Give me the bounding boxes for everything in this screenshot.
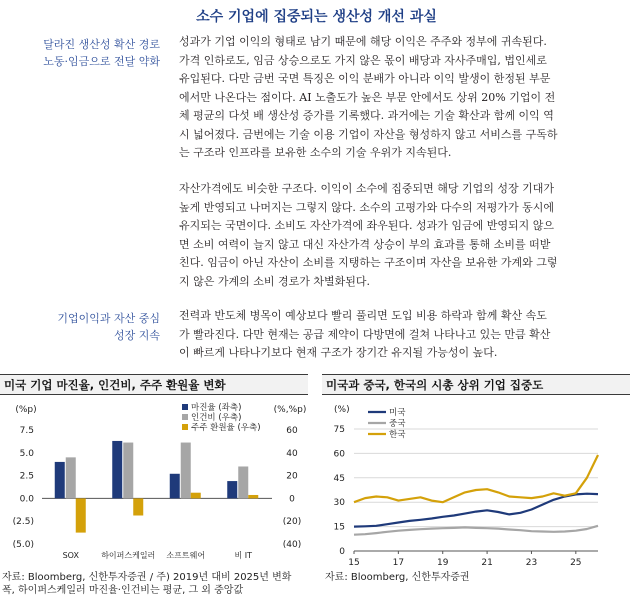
y-tick-label-left: (2.5) [12, 517, 34, 528]
text-line: 유지되는 국면이다. 소비도 자산가격에 좌우된다. 성과가 임금에 반영되지 않으 [179, 219, 554, 232]
y-tick-label-right: (20) [282, 517, 302, 528]
y-tick-label-left: 7.5 [19, 426, 34, 436]
legend-label: 마진율 (좌축) [191, 403, 242, 413]
x-tick-label: 소프트웨어 [166, 551, 206, 560]
x-tick-label: 하이퍼스케일러 [101, 551, 156, 560]
y-tick-label: 60 [333, 449, 345, 460]
source-line: 자료: Bloomberg, 신한투자증권 / 주) 2019년 대비 2025년 변화 [2, 572, 292, 583]
text-line: 이 빠르게 나타나기보다 현재 구조가 장기간 유지될 가능성이 높다. [179, 346, 498, 359]
text-line: 체 평균의 다섯 배 생산성 증가를 기록했다. 과거에는 기술 확산과 함께 이익 역 [179, 109, 554, 122]
y-axis-left-label: (%p) [15, 405, 37, 415]
y-tick-label-right: 20 [286, 471, 298, 482]
y-tick-label-left: 5.0 [19, 448, 34, 459]
legend-label: 주주 환원율 (우축) [191, 423, 261, 433]
x-tick-label: 19 [437, 558, 449, 568]
source-line: 폭, 하이퍼스케일러 마진율·인건비는 평균, 그 외 중앙값 [2, 585, 244, 596]
series-line [354, 455, 598, 502]
legend-swatch [182, 414, 188, 420]
section-2-side-heading [4, 310, 160, 344]
y-tick-label-right: 40 [286, 448, 298, 459]
text-line: 는 구조라 인프라를 보유한 소수의 기술 우위가 지속된다. [179, 146, 452, 159]
text-line: 친다. 임금이 아닌 자산이 소비를 지탱하는 구조이며 자산을 보유한 가계와 그렇 [179, 256, 558, 269]
chart-2-source [325, 571, 625, 584]
side-heading-line: 기업이익과 자산 중심 [57, 312, 160, 325]
x-tick-label: 23 [525, 558, 538, 568]
x-tick-label: 25 [570, 558, 582, 568]
text-line: 성과가 기업 이익의 형태로 남기 때문에 해당 이익은 주주와 정부에 귀속된다. [179, 35, 547, 48]
text-line: 유입된다. 다만 금번 국면 특징은 이익 분배가 아니라 이익 발생이 한정된 부문 [179, 72, 551, 85]
legend-swatch [182, 404, 188, 410]
side-heading-line: 성장 지속 [113, 329, 160, 342]
y-tick-label: 0 [339, 547, 345, 557]
x-tick-label: 17 [392, 558, 405, 568]
x-tick-label: 비 IT [234, 551, 253, 560]
legend-label: 중국 [389, 419, 406, 429]
bar [112, 441, 122, 498]
x-tick-label: 21 [481, 558, 493, 568]
legend-label: 인건비 (우축) [191, 413, 242, 423]
bar [66, 457, 76, 498]
text-line: 높게 반영되고 나머지는 그렇지 않다. 소수의 고평가와 다수의 저평가가 동시에 [179, 200, 554, 214]
legend-swatch [182, 424, 188, 430]
bar [76, 498, 86, 532]
text-line: 에서만 나온다는 점이다. AI 노출도가 높은 부문 안에서도 상위 20% 기업이 전 [179, 90, 556, 104]
text-line: 전력과 반도체 병목이 예상보다 빨리 풀리면 도입 비용 하락과 함께 확산 속도 [179, 309, 547, 322]
bar [123, 443, 133, 499]
series-line [354, 526, 598, 535]
y-tick-label-right: 60 [286, 426, 298, 436]
x-tick-label: SOX [62, 551, 79, 560]
y-tick-label-right: (40) [282, 540, 302, 550]
section-1-side-heading [4, 36, 160, 70]
y-axis-label: (%) [334, 405, 350, 415]
legend-label: 한국 [389, 430, 406, 440]
chart-2-line-chart [322, 398, 632, 568]
bar [170, 474, 180, 499]
y-axis-right-label: (%,%p) [273, 405, 307, 415]
side-heading-line: 달라진 생산성 확산 경로 [43, 38, 160, 51]
side-heading-line: 노동·임금으로 전달 약화 [43, 55, 160, 68]
text-line: 자산가격에도 비슷한 구조다. 이익이 소수에 집중되면 해당 기업의 성장 기대가 [179, 182, 554, 195]
chart-1-bar-chart [0, 398, 310, 568]
bar [181, 443, 191, 499]
section-2-paragraph-1 [179, 307, 603, 363]
source-line: 자료: Bloomberg, 신한투자증권 [325, 572, 470, 583]
y-tick-label: 75 [333, 425, 345, 435]
section-1-paragraph-2 [179, 180, 603, 291]
text-line: 시 넓어졌다. 금번에는 기술 이용 기업이 자산을 형성하지 않고 서비스를 구독하 [179, 127, 558, 141]
x-tick-label: 15 [348, 558, 360, 568]
bar [248, 495, 258, 498]
chart-1-title: 미국 기업 마진율, 인건비, 주주 환원율 변화 [0, 374, 308, 395]
bar [238, 466, 248, 498]
y-tick-label-left: 2.5 [19, 471, 34, 482]
chart-2-title: 미국과 중국, 한국의 시총 상위 기업 집중도 [322, 374, 630, 395]
page-title: 소수 기업에 집중되는 생산성 개선 과실 [196, 9, 437, 25]
section-1-paragraph-1 [179, 33, 603, 163]
y-tick-label: 30 [333, 498, 345, 509]
text-line: 면 소비 여력이 늘지 않고 대신 자산가격 상승이 부의 효과를 통해 소비를 떠받 [179, 237, 551, 251]
bar [133, 498, 143, 515]
text-line: 가 빨라진다. 다만 현재는 공급 제약이 다방면에 걸쳐 나타나고 있는 만큼 확산 [179, 327, 551, 341]
legend-label: 미국 [389, 408, 406, 418]
bar [55, 462, 65, 498]
y-tick-label-right: 0 [289, 494, 295, 505]
y-tick-label-left: 0.0 [19, 494, 34, 505]
bar [227, 481, 237, 498]
y-tick-label: 15 [333, 522, 345, 533]
y-tick-label: 45 [333, 473, 345, 484]
y-tick-label-left: (5.0) [12, 540, 34, 550]
text-line: 지 않은 가계의 소비 경로가 차별화된다. [179, 274, 370, 288]
text-line: 가격 인하로도, 임금 상승으로도 가지 않은 몫이 배당과 자사주매입, 법인세로 [179, 53, 547, 67]
chart-1-source [2, 571, 308, 597]
bar [191, 493, 201, 499]
